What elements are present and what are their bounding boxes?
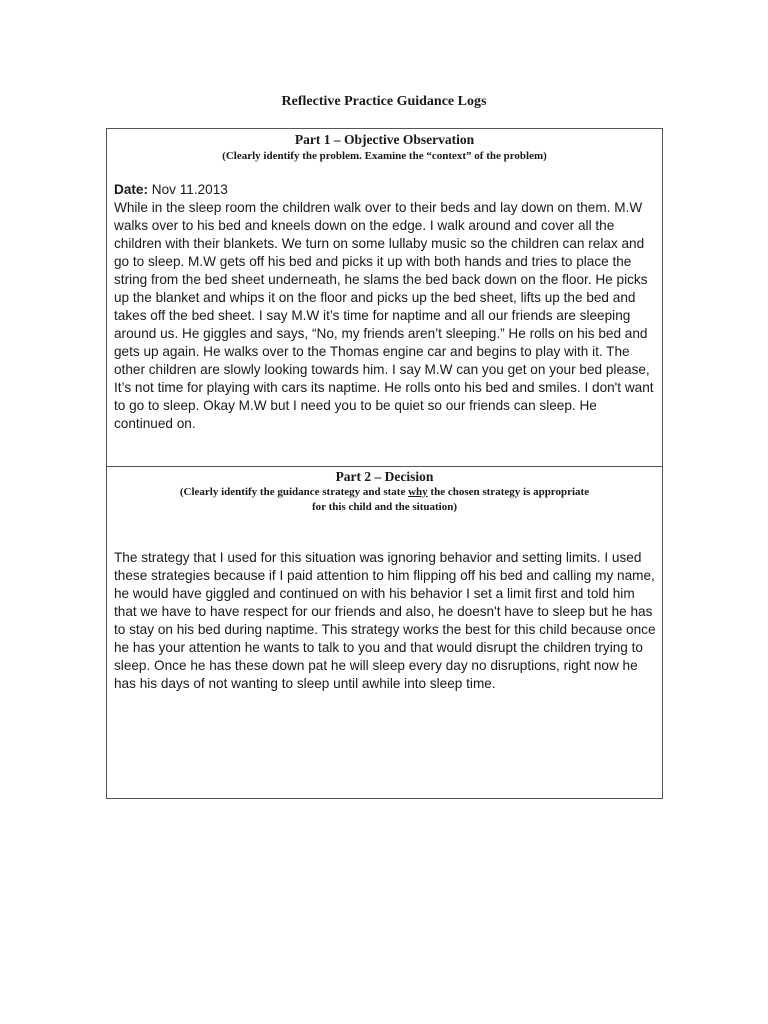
page-title: Reflective Practice Guidance Logs <box>281 94 487 109</box>
date-line <box>114 181 228 199</box>
guidance-log-table <box>106 128 663 799</box>
part1-heading: Part 1 – Objective Observation <box>294 132 475 147</box>
part1-objective-observation <box>107 129 662 467</box>
part2-instruction-after: the chosen strategy is appropriate <box>427 486 590 498</box>
part2-heading: Part 2 – Decision <box>335 469 434 484</box>
observation-text: While in the sleep room the children walk over to their beds and lay down on them. M.W walks over to his bed and kneels down on the edge. I walk around and cover all the children with their blankets. We turn on some lullaby music so the children can relax and go to sleep. M.W gets off his bed and picks it up with both hands and tries to place the string from the bed sheet underneath, he slams the bed back down on the floor. He picks up the blanket and whips it on the floor and picks up the bed sheet, lifts up the bed and takes off the bed sheet. I say M.W it’s time for naptime and all our friends are sleeping around us. He giggles and says, “No, my friends aren’t sleeping.” He rolls on his bed and gets up again. He walks over to the Thomas engine car and begins to play with it. The other children are slowly looking towards him. I say M.W can you get on your bed please, It’s not time for playing with cars its naptime. He rolls onto his bed and smiles. I don't want to go to sleep. Okay M.W but I need you to be quiet so our friends can sleep. He continued on. <box>114 200 654 431</box>
part2-decision <box>107 466 662 798</box>
part1-instruction: (Clearly identify the problem. Examine the “context” of the problem) <box>222 150 547 162</box>
part2-instruction-before: (Clearly identify the guidance strategy and state <box>179 486 409 498</box>
part2-instruction-line2: for this child and the situation) <box>312 501 457 513</box>
part2-instruction-emphasis: why <box>408 486 428 498</box>
date-label: Date: <box>114 182 148 197</box>
part2-instruction <box>107 485 662 515</box>
decision-text: The strategy that I used for this situation was ignoring behavior and setting limits. I used these strategies because if I paid attention to him flipping off his bed and calling my name, he would have giggled and continued on with his behavior I set a limit first and told him that we have to have respect for our friends and also, he doesn't have to sleep but he has to stay on his bed during naptime. This strategy works the best for this child because once he has your attention he wants to talk to you and that would disrupt the children trying to sleep. Once he has these down pat he will sleep every day no disruptions, right now he has his days of not wanting to sleep until awhile into sleep time. <box>114 550 656 691</box>
date-value: Nov 11.2013 <box>151 182 228 197</box>
